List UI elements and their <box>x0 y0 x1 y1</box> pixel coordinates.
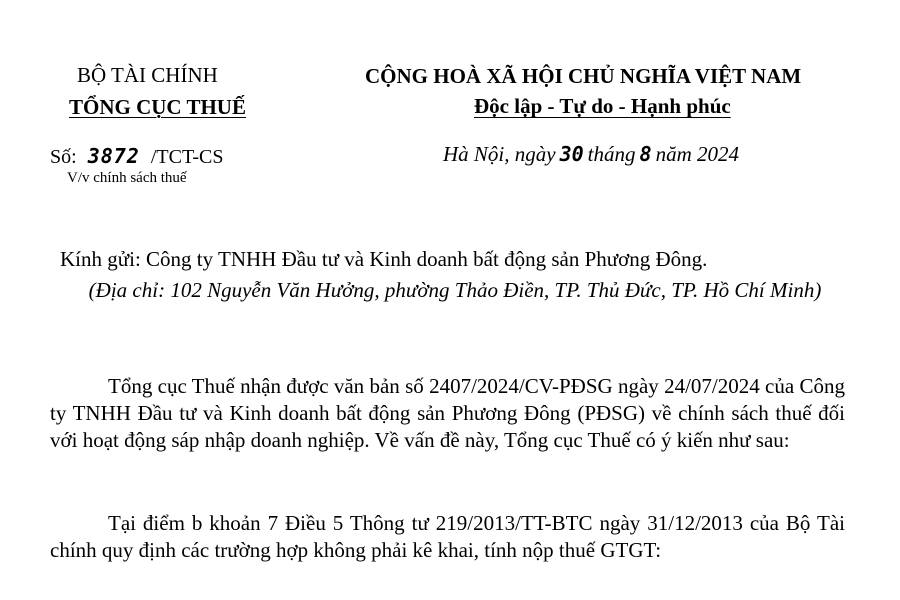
document-number-handwritten: 3872 <box>87 144 140 168</box>
date-year: năm 2024 <box>655 142 739 166</box>
body-paragraph-1: Tổng cục Thuế nhận được văn bản số 2407/2024/CV-PĐSG ngày 24/07/2024 của Công ty TNHH Đầu tư và Kinh doanh bất động sản Phương Đông (PĐSG) về chính sách thuế đối với hoạt động sáp nhập doanh nghiệp. Về vấn đề này, Tổng cục Thuế có ý kiến như sau: <box>50 374 845 452</box>
national-motto: Độc lập - Tự do - Hạnh phúc <box>474 94 731 118</box>
document-subject: V/v chính sách thuế <box>67 170 187 186</box>
date-prefix: Hà Nội, ngày <box>443 142 556 166</box>
recipient-line: Kính gửi: Công ty TNHH Đầu tư và Kinh doanh bất động sản Phương Đông. <box>60 247 708 271</box>
national-title: CỘNG HOÀ XÃ HỘI CHỦ NGHĨA VIỆT NAM <box>365 64 802 88</box>
ministry-name: BỘ TÀI CHÍNH <box>77 63 218 87</box>
date-month-label: tháng <box>587 142 636 166</box>
recipient-address: (Địa chỉ: 102 Nguyễn Văn Hưởng, phường Thảo Điền, TP. Thủ Đức, TP. Hồ Chí Minh) <box>88 278 822 302</box>
place-and-date <box>443 141 739 167</box>
department-name: TỔNG CỤC THUẾ <box>69 95 246 119</box>
document-number-suffix: /TCT-CS <box>150 146 224 168</box>
body-paragraph-2: Tại điểm b khoản 7 Điều 5 Thông tư 219/2013/TT-BTC ngày 31/12/2013 của Bộ Tài chính quy định các trường hợp không phải kê khai, tính nộp thuế GTGT: <box>50 511 845 562</box>
document-number-label: Số: <box>50 146 77 168</box>
date-day-handwritten: 30 <box>559 142 584 166</box>
date-month-handwritten: 8 <box>639 142 652 166</box>
document-number <box>50 144 223 169</box>
